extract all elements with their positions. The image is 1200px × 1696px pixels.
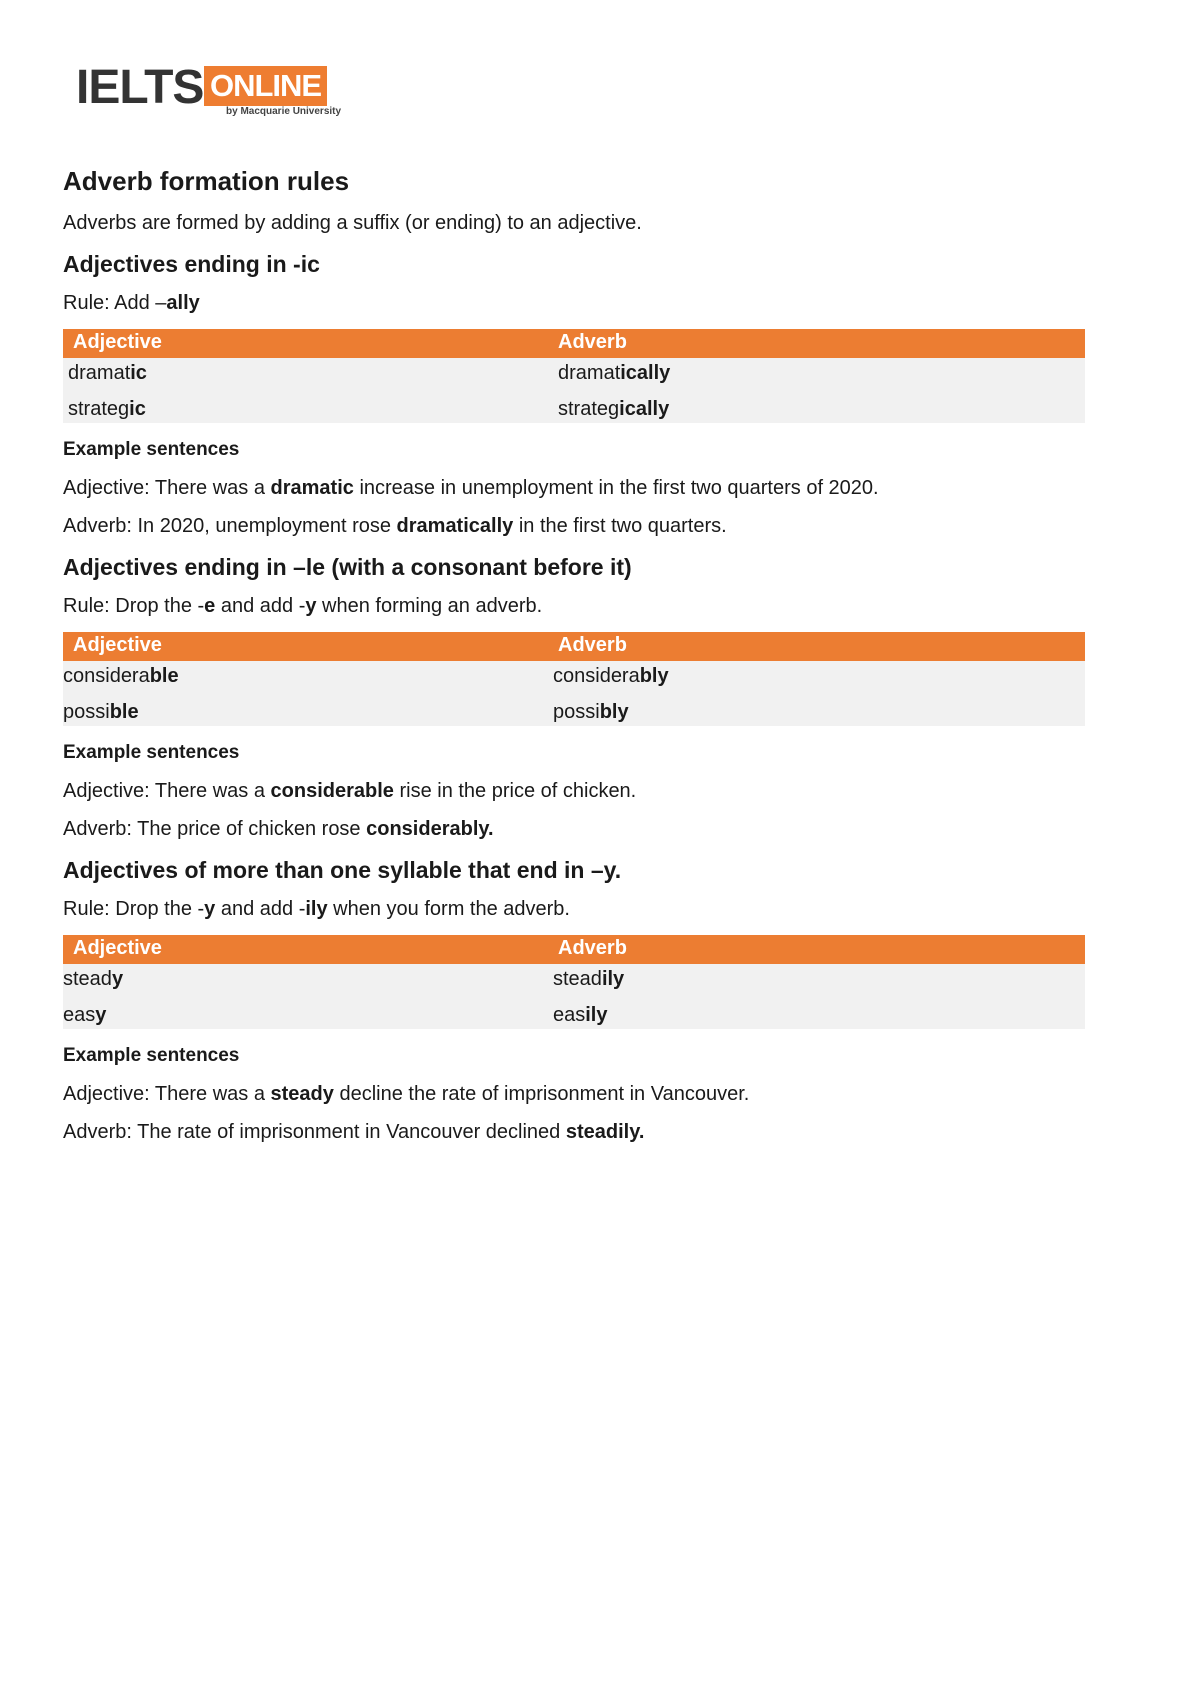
text-segment: considerably. (366, 818, 494, 840)
text-segment: y (95, 1004, 107, 1026)
text-segment: steadily. (565, 1121, 645, 1143)
text-segment: strateg (558, 398, 620, 420)
text-segment: possi (63, 701, 110, 723)
table-header (63, 329, 1085, 358)
rule-text (63, 898, 570, 921)
text-segment: considerable (270, 780, 394, 802)
text-segment: steady (270, 1083, 334, 1105)
example-sentence (63, 1121, 644, 1144)
text-segment: e (204, 595, 216, 617)
text-segment: dramatic (270, 477, 354, 499)
example-label: Example sentences (63, 1045, 240, 1066)
text-segment: bly (599, 701, 629, 723)
text-segment: possi (553, 701, 600, 723)
rule-text (63, 292, 200, 315)
text-segment: Adverb: In 2020, unemployment rose (63, 515, 397, 537)
logo-subtitle: by Macquarie University (226, 106, 342, 117)
adverb-cell (558, 398, 669, 421)
text-segment: Adjective: There was a (63, 1083, 271, 1105)
adjective-cell (63, 701, 139, 724)
logo-ielts: IELTS (76, 61, 204, 114)
adverb-cell (553, 665, 669, 688)
adverb-table (63, 935, 1085, 1029)
page-title: Adverb formation rules (63, 166, 350, 196)
example-label: Example sentences (63, 742, 240, 763)
header-adjective: Adjective (73, 634, 162, 656)
adverb-cell (553, 968, 624, 991)
text-segment: ic (130, 362, 147, 384)
text-segment: eas (63, 1004, 96, 1026)
example-sentence (63, 477, 879, 500)
header-adjective: Adjective (73, 937, 162, 959)
adjective-cell (63, 665, 179, 688)
text-segment: eas (553, 1004, 586, 1026)
adverb-cell (553, 701, 629, 724)
text-segment: ically (619, 398, 670, 420)
text-segment: strateg (68, 398, 130, 420)
table-body (63, 964, 1085, 1029)
adverb-cell (553, 1004, 608, 1027)
text-segment: in the first two quarters. (513, 515, 727, 537)
text-segment: rise in the price of chicken. (393, 780, 637, 802)
text-segment: considera (63, 665, 150, 687)
text-segment: considera (553, 665, 640, 687)
text-segment: Adverb: The price of chicken rose (63, 818, 367, 840)
example-sentence (63, 818, 494, 841)
text-segment: dramat (68, 362, 131, 384)
text-segment: when forming an adverb. (316, 595, 543, 617)
text-segment: ble (149, 665, 179, 687)
text-segment: ic (129, 398, 146, 420)
example-sentence (63, 515, 727, 538)
text-segment: bly (639, 665, 669, 687)
text-segment: ically (620, 362, 671, 384)
header-adjective: Adjective (73, 331, 162, 353)
text-segment: ally (166, 292, 200, 314)
ielts-online-logo (76, 62, 346, 120)
text-segment: ily (601, 968, 625, 990)
header-adverb: Adverb (558, 634, 627, 656)
example-label: Example sentences (63, 439, 240, 460)
adverb-cell (558, 362, 670, 385)
text-segment: ily (585, 1004, 608, 1026)
logo-online: ONLINE (204, 66, 327, 106)
text-segment: when you form the adverb. (327, 898, 570, 920)
text-segment: increase in unemployment in the first two quarters of 2020. (353, 477, 879, 499)
adjective-cell (63, 968, 123, 991)
example-sentence (63, 780, 636, 803)
section-heading: Adjectives of more than one syllable that end in –y. (63, 857, 622, 883)
table-body (63, 661, 1085, 726)
text-segment: decline the rate of imprisonment in Vancouver. (333, 1083, 750, 1105)
table-header (63, 632, 1085, 661)
text-segment: dramatically (396, 515, 514, 537)
text-segment: Rule: Add – (63, 292, 167, 314)
intro-text: Adverbs are formed by adding a suffix (or ending) to an adjective. (63, 212, 642, 234)
adjective-cell (63, 1004, 106, 1027)
text-segment: ily (305, 898, 328, 920)
text-segment: Rule: Drop the - (63, 595, 205, 617)
text-segment: y (305, 595, 317, 617)
text-segment: and add - (215, 595, 306, 617)
example-sentence (63, 1083, 749, 1106)
text-segment: and add - (215, 898, 306, 920)
adjective-cell (68, 362, 147, 385)
header-adverb: Adverb (558, 937, 627, 959)
text-segment: y (204, 898, 216, 920)
rule-text (63, 595, 542, 618)
text-segment: Adjective: There was a (63, 477, 271, 499)
adverb-table (63, 329, 1085, 423)
table-header (63, 935, 1085, 964)
text-segment: y (111, 968, 124, 990)
section-heading: Adjectives ending in -ic (63, 251, 320, 277)
text-segment: Adjective: There was a (63, 780, 271, 802)
table-body (63, 358, 1085, 423)
text-segment: Rule: Drop the - (63, 898, 205, 920)
text-segment: dramat (558, 362, 621, 384)
section-heading: Adjectives ending in –le (with a consonant before it) (63, 554, 632, 580)
text-segment: stead (63, 968, 112, 990)
text-segment: ble (109, 701, 139, 723)
adverb-table (63, 632, 1085, 726)
adjective-cell (68, 398, 146, 421)
text-segment: stead (553, 968, 602, 990)
header-adverb: Adverb (558, 331, 627, 353)
text-segment: Adverb: The rate of imprisonment in Vancouver declined (63, 1121, 566, 1143)
